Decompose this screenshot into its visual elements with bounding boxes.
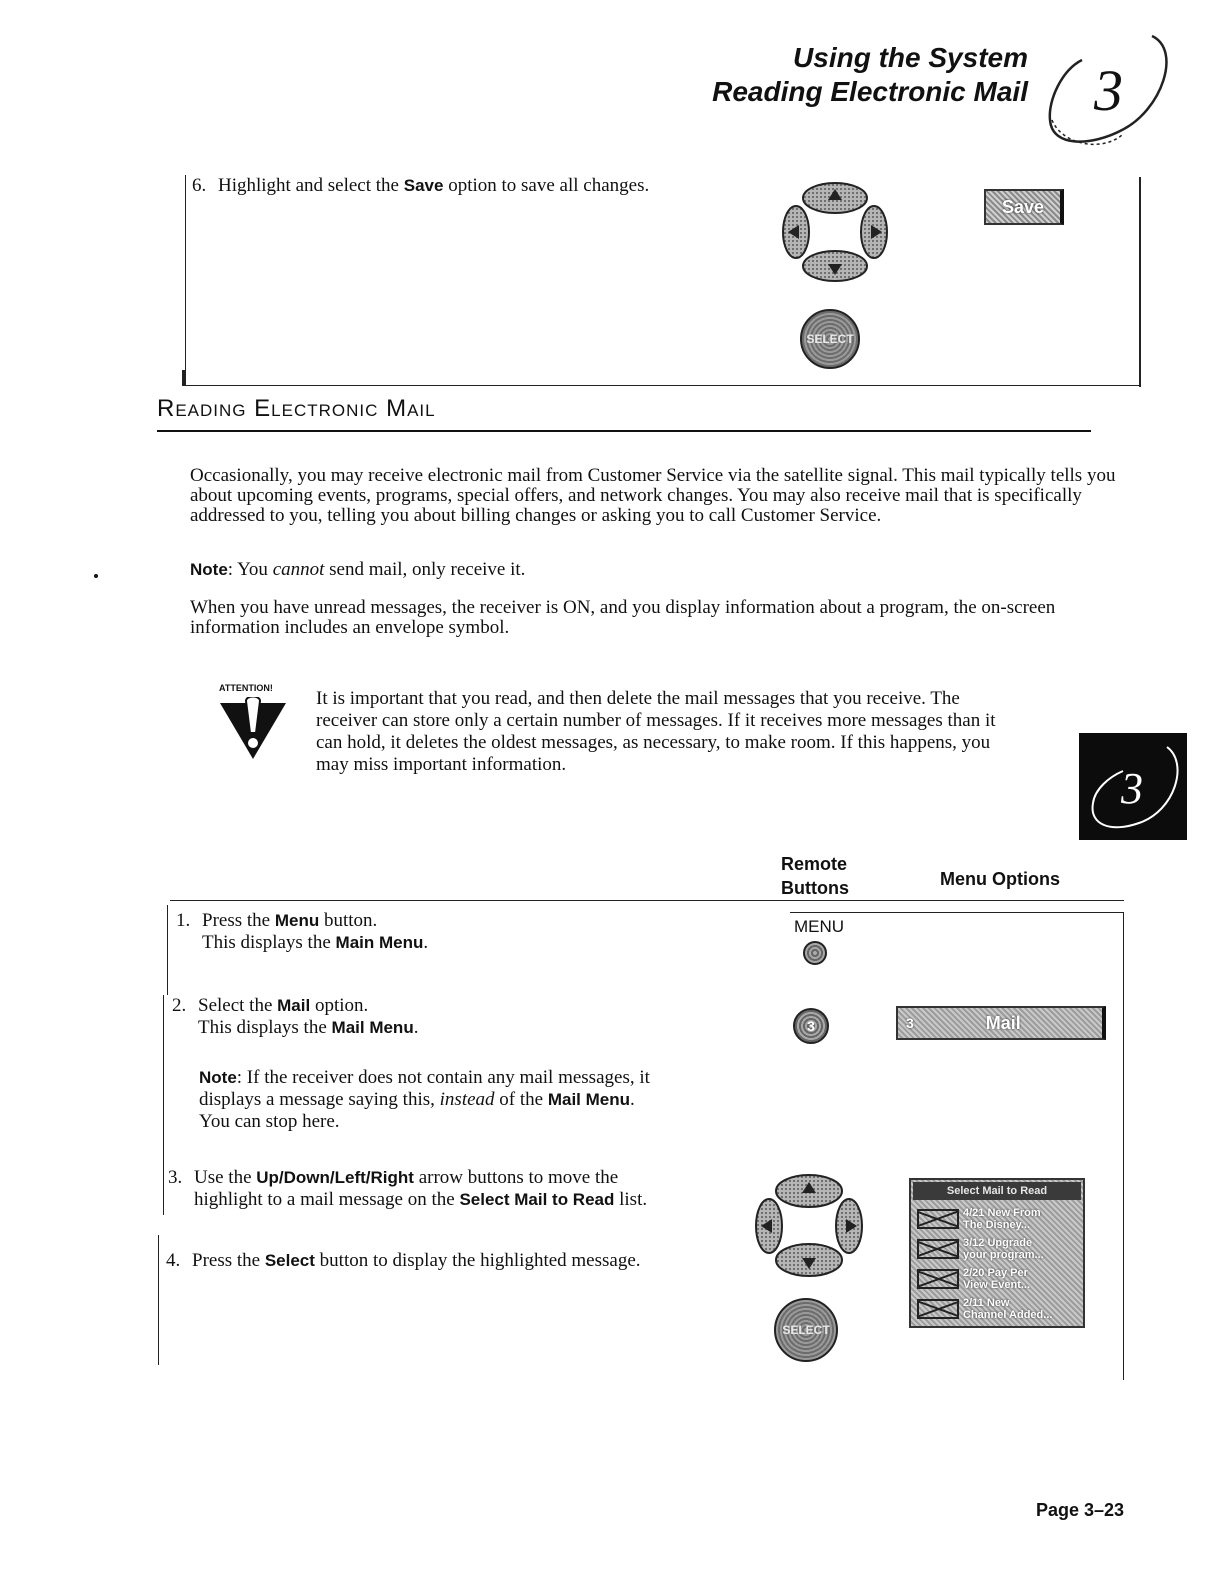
intro-note: Note: You cannot send mail, only receive it. xyxy=(190,559,526,580)
intro-paragraph: Occasionally, you may receive electronic mail from Customer Service via the satellite signal. This mail typically tells you about upcoming events, programs, special offers, and network changes. You may also receive mail that is specifically addressed to you, telling you about billing changes or asking you to call Customer Service. xyxy=(190,465,1116,526)
warning-icon xyxy=(220,697,286,761)
mail-list-item[interactable]: 4/21 New From The Disney... xyxy=(913,1204,1081,1234)
chapter-tab-icon xyxy=(1079,733,1187,840)
arrow-pad-icon[interactable] xyxy=(753,1172,865,1280)
select-button[interactable]: SELECT xyxy=(774,1298,838,1362)
step-4: 4. Press the Select button to display the highlighted message. xyxy=(166,1250,641,1271)
mail-list-item[interactable]: 2/11 New Channel Added... xyxy=(913,1294,1081,1324)
mail-list-item[interactable]: 2/20 Pay Per View Event... xyxy=(913,1264,1081,1294)
header-subtitle: Reading Electronic Mail xyxy=(712,76,1028,107)
envelope-icon xyxy=(917,1299,959,1319)
envelope-icon xyxy=(917,1269,959,1289)
step-6: 6. Highlight and select the Save option to save all changes. xyxy=(192,175,650,196)
header-title: Using the System xyxy=(793,42,1028,73)
svg-text:3: 3 xyxy=(1121,764,1143,813)
chapter-badge-icon xyxy=(1042,30,1172,154)
save-keyword: Save xyxy=(403,176,444,195)
step-1: 1. Press the Menu button. This displays the Main Menu. xyxy=(176,910,429,953)
menu-options-heading: Menu Options xyxy=(940,869,1060,889)
mail-list-item[interactable]: 3/12 Upgrade your program... xyxy=(913,1234,1081,1264)
save-option-button[interactable]: Save xyxy=(984,189,1064,225)
menu-button[interactable] xyxy=(803,941,827,965)
envelope-icon xyxy=(917,1239,959,1259)
section-title: Reading Electronic Mail xyxy=(157,395,436,422)
step-2-note: Note: If the receiver does not contain any mail messages, it displays a message saying this, instead of the Mail Menu. You can stop here. xyxy=(199,1067,650,1132)
envelope-icon xyxy=(917,1209,959,1229)
menu-button-label: MENU xyxy=(794,917,845,936)
mail-list-panel xyxy=(909,1178,1085,1328)
envelope-paragraph: When you have unread messages, the receiver is ON, and you display information about a program, the on-screen information includes an envelope symbol. xyxy=(190,597,1056,638)
remote-buttons-heading: Remote Buttons xyxy=(781,854,849,898)
number-3-button[interactable]: 3 xyxy=(793,1008,829,1044)
steps-box-top xyxy=(170,900,1124,901)
attention-text: It is important that you read, and then delete the mail messages that you receive. The receiver can store only a certain number of messages. If it receives more messages than it can hold, it deletes the oldest messages, as necessary, to make room. If this happens, you may miss important information. xyxy=(316,688,996,775)
section-divider xyxy=(157,430,1091,432)
step-3: 3. Use the Up/Down/Left/Right arrow buttons to move the highlight to a mail message on the Select Mail to Read list. xyxy=(168,1167,648,1210)
chapter-tab xyxy=(1079,733,1187,840)
chapter-number: 3 xyxy=(1094,58,1123,123)
mail-menu-option[interactable]: 3 Mail xyxy=(896,1006,1106,1040)
attention-label: ATTENTION! xyxy=(219,683,273,693)
step-2: 2. Select the Mail option. This displays the Mail Menu. xyxy=(172,995,419,1038)
mail-list-header: Select Mail to Read xyxy=(913,1182,1081,1200)
page-number: Page 3–23 xyxy=(1036,1500,1125,1520)
select-button[interactable]: SELECT xyxy=(800,309,860,369)
arrow-pad-icon[interactable] xyxy=(780,180,890,284)
